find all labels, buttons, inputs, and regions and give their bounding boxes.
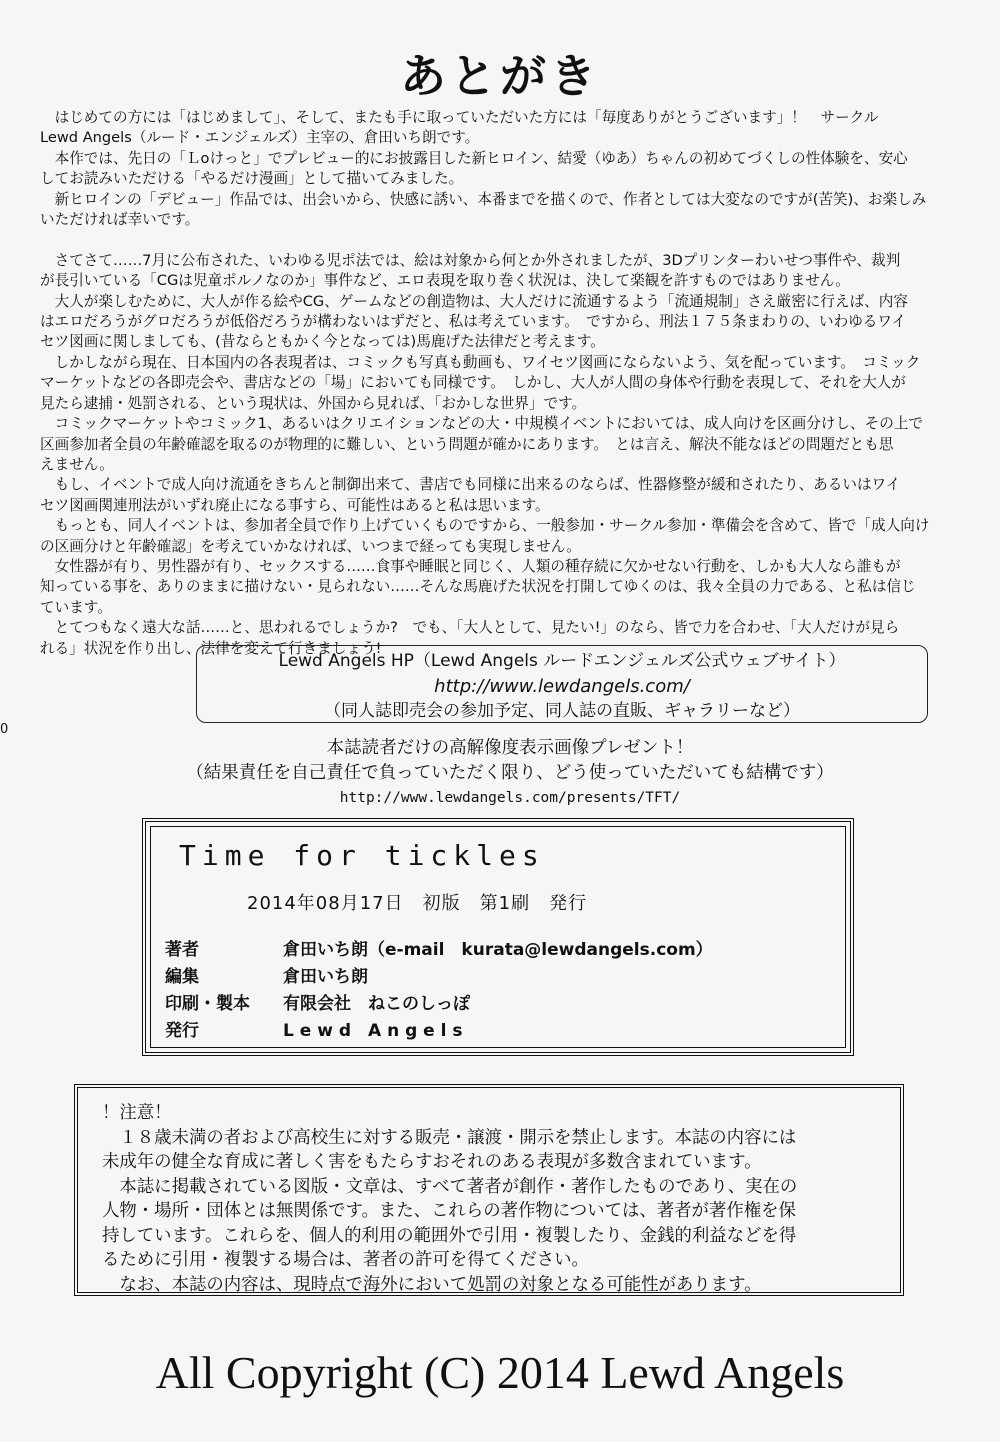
page-title: あとがき bbox=[400, 49, 600, 103]
afterword-line: セツ図画関連刑法がいずれ廃止になる事すら、可能性はあると私は思います。 bbox=[40, 496, 550, 514]
afterword-line: 大人が楽しむために、大人が作る絵やCG、ゲームなどの創造物は、大人だけに流通するよう「流通規制」さえ厳密に行えば、内容 bbox=[40, 292, 908, 310]
colophon-inner-frame bbox=[150, 826, 846, 1048]
afterword-line: 区画参加者全員の年齢確認を取るのが物理的に難しい、という問題が確かにあります。 とは言え、解決不能なほどの問題だとも思 bbox=[40, 435, 894, 453]
afterword-line: 新ヒロインの「デビュー」作品では、出会いから、快感に誘い、本番までを描くので、作者としては大変なのですが(苦笑)、お楽しみ bbox=[40, 190, 927, 208]
afterword-line: いただければ幸いです。 bbox=[40, 211, 200, 229]
colophon-key: 印刷・製本 bbox=[165, 994, 250, 1014]
colophon-row-editor bbox=[165, 962, 368, 987]
afterword-line: Lewd Angels（ルード・エンジェルズ）主宰の、倉田いち朗です。 bbox=[40, 129, 480, 147]
afterword-line: 知っている事を、ありのままに描けない・見られない……そんな馬鹿げた状況を打開してゆくのは、我々全員の力である、と私は信じ bbox=[40, 578, 916, 596]
afterword-line: はじめての方には「はじめまして」、そして、またも手に取っていただいた方には「毎度ありがとうございます」！ サークル bbox=[40, 109, 879, 126]
age-restriction-notice bbox=[74, 1084, 904, 1296]
colophon-row-author bbox=[165, 935, 713, 960]
colophon-key: 発行 bbox=[165, 1021, 199, 1041]
afterword-line: 本作では、先日の「Ｌoけっと」でプレビュー的にお披露目した新ヒロイン、結愛（ゆあ）ちゃんの初めてづくしの性体験を、安心 bbox=[40, 149, 908, 167]
notice-line: るために引用・複製する場合は、著者の許可を得てください。 bbox=[102, 1250, 589, 1270]
present-disclaimer: （結果責任を自己責任で負っていただく限り、どう使っていただいても結構です） bbox=[186, 763, 834, 783]
afterword-line: れる」状況を作り出し、法律を変えて行きましょう! bbox=[40, 639, 382, 657]
colophon-key: 編集 bbox=[165, 967, 199, 987]
afterword-line: の区画分けと年齢確認」を考えていかなければ、いつまで経っても実現しません。 bbox=[40, 537, 581, 555]
colophon-key: 著者 bbox=[165, 940, 199, 960]
colophon-row-publisher bbox=[165, 1016, 463, 1041]
present-notice bbox=[150, 736, 870, 811]
afterword-line: ています。 bbox=[40, 598, 112, 616]
afterword-line: さてさて……7月に公布された、いわゆる児ポ法では、絵は対象から何とか外されましたが、3Dプリンターわいせつ事件や、裁判 bbox=[40, 251, 901, 269]
afterword-line: してお読みいただける「やるだけ漫画」として描いてみました。 bbox=[40, 170, 464, 188]
website-title: Lewd Angels HP（Lewd Angels ルードエンジェルズ公式ウェブサイト） bbox=[278, 651, 846, 671]
afterword-line bbox=[40, 230, 950, 250]
afterword-line: しかしながら現在、日本国内の各表現者は、コミックも写真も動画も、ワイセツ図画にならないよう、気を配っています。 コミック bbox=[40, 353, 921, 371]
afterword-line: 女性器が有り、男性器が有り、セックスする……食事や睡眠と同じく、人類の種存続に欠かせない行動を、しかも大人なら誰もが bbox=[40, 557, 901, 575]
present-url-link[interactable]: http://www.lewdangels.com/presents/TFT/ bbox=[339, 790, 681, 806]
afterword-line: が長引いている「CGは児童ポルノなのか」事件など、エロ表現を取り巻く状況は、決して楽観を許すものではありません。 bbox=[40, 272, 850, 290]
notice-line: １８歳未満の者および高校生に対する販売・譲渡・開示を禁止します。本誌の内容には bbox=[102, 1127, 797, 1148]
afterword-line: マーケットなどの各即売会や、書店などの「場」においても同様です。 しかし、大人が人間の身体や行動を表現して、それを大人が bbox=[40, 374, 906, 392]
afterword-line: 見たら逮捕・処罰される、という現状は、外国から見れば、「おかしな世界」です。 bbox=[40, 394, 587, 412]
afterword-line: もし、イベントで成人向け流通をきちんと制御出来て、書店でも同様に出来るのならば、性器修整が緩和されたり、あるいはワイ bbox=[40, 476, 901, 494]
afterword-body bbox=[40, 108, 950, 659]
afterword-line: もっとも、同人イベントは、参加者全員で作り上げていくものですから、一般参加・サークル参加・準備会を含めて、皆で「成人向け bbox=[40, 517, 930, 535]
publication-date: 2014年08月17日 初版 第1刷 発行 bbox=[247, 893, 588, 914]
colophon-row-printer bbox=[165, 989, 470, 1014]
notice-line: 未成年の健全な育成に著しく害をもたらすおそれのある表現が多数含まれています。 bbox=[102, 1152, 762, 1172]
afterword-line: コミックマーケットやコミック1、あるいはクリエイションなどの大・中規模イベントにおいては、成人向けを区画分けし、その上で bbox=[40, 415, 924, 433]
book-title: Time for tickles bbox=[179, 839, 545, 872]
present-headline: 本誌読者だけの高解像度表示画像プレゼント！ bbox=[326, 738, 694, 758]
afterword-line: はエロだろうがグロだろうが低俗だろうが構わないはずだと、私は考えています。 ですから、刑法１７５条まわりの、いわゆるワイ bbox=[40, 313, 907, 331]
page-edge-mark: 0 bbox=[0, 722, 9, 737]
notice-line: 人物・場所・団体とは無関係です。また、これらの著作物については、著者が著作権を保 bbox=[102, 1201, 796, 1221]
colophon-box bbox=[142, 818, 854, 1056]
colophon-value: 倉田いち朗 bbox=[283, 967, 368, 987]
afterword-line: とてつもなく遠大な話……と、思われるでしょうか? でも、「大人として、見たい!」のなら、皆で力を合わせ、「大人だけが見ら bbox=[40, 619, 900, 637]
colophon-value: L e w d A n g e l s bbox=[283, 1021, 463, 1041]
copyright-line: All Copyright (C) 2014 Lewd Angels bbox=[155, 1347, 845, 1398]
website-description: （同人誌即売会の参加予定、同人誌の直販、ギャラリーなど） bbox=[324, 701, 800, 721]
website-info-box bbox=[196, 645, 928, 723]
colophon-value: 倉田いち朗（e-mail kurata@lewdangels.com） bbox=[283, 940, 713, 960]
notice-heading: ！注意！ bbox=[102, 1103, 172, 1123]
notice-line: 持しています。これらを、個人的利用の範囲外で引用・複製したり、金銭的利益などを得 bbox=[102, 1225, 797, 1246]
notice-line: 本誌に掲載されている図版・文章は、すべて著者が創作・著作したものであり、実在の bbox=[102, 1176, 798, 1197]
notice-line: なお、本誌の内容は、現時点で海外において処罰の対象となる可能性があります。 bbox=[102, 1274, 762, 1295]
website-url-link[interactable]: http://www.lewdangels.com/ bbox=[434, 676, 690, 697]
afterword-line: えません。 bbox=[40, 455, 114, 473]
colophon-value: 有限会社 ねこのしっぽ bbox=[283, 994, 470, 1014]
afterword-line: セツ図画に関しましても、(昔ならともかく今となっては)馬鹿げた法律だと考えます。 bbox=[40, 333, 605, 351]
